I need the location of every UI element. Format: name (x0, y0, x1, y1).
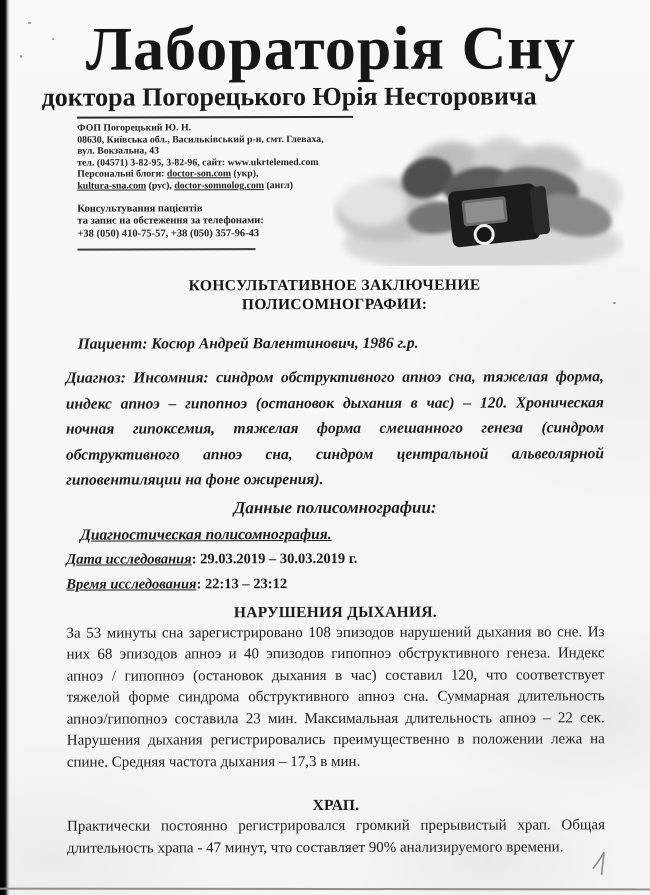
report-heading-line1: КОНСУЛЬТАТИВНОЕ ЗАКЛЮЧЕНИЕ (188, 276, 481, 295)
scan-bottom-line (0, 888, 650, 890)
study-time-label: Время исследования (66, 575, 197, 593)
study-date-value: : 29.03.2019 – 30.03.2019 г. (191, 550, 358, 568)
patient-photo-image (332, 125, 624, 266)
diagnosis-paragraph: Диагноз: Инсомния: синдром обструктивного апноэ сна, тяжелая форма, индекс апноэ – гипопноэ (остановок дыхания в час) – 120. Хроническая ночная гипоксемия, тяжелая форма смешанного генеза (синдром обструктивного апноэ сна, синдром центральной альвеолярной гиповентиляции на фоне ожирения). (65, 368, 605, 489)
study-type-line: Диагностическая полисомнография. (80, 525, 332, 544)
patient-photo (332, 125, 624, 266)
contact-phone-site: тел. (04571) 3-82-95, 3-82-96, сайт: www.ukrtelemed.com (77, 156, 319, 169)
blog-link-kultura-sna: kultura-sna.com (77, 180, 147, 192)
contact-blogs-line-1 (77, 168, 353, 180)
snoring-paragraph: Практически постоянно регистрировался громкий прерывистый храп. Общая длительность храпа - 47 минут, что составляет 90% анализируемого времени. (66, 817, 606, 857)
blog-link-doctor-somnolog: doctor-somnolog.com (174, 180, 265, 192)
contact-owner: ФОП Погорецький Ю. Н. (77, 122, 192, 134)
clinic-title: Лабораторія Сну (85, 14, 577, 84)
blog2-lang: (рус), (146, 180, 175, 192)
consult-line-2: та запис на обстеження за телефонами: (77, 215, 264, 227)
consult-line-1: Консультування пацієнтів (77, 202, 203, 215)
blog1-lang: (укр), (231, 168, 259, 180)
contact-blogs-line-2 (77, 180, 353, 192)
study-time-value: : 22:13 – 23:12 (196, 575, 288, 592)
polysomnography-data-heading: Данные полисомнографии: (233, 497, 437, 517)
blog3-lang: (англ) (264, 180, 294, 192)
letterhead-rule (77, 248, 255, 250)
handwritten-page-number-1 (591, 849, 609, 877)
breathing-paragraph: За 53 минуты сна зарегистрировано 108 эпизодов нарушений дыхания во сне. Из них 68 эпизодов апноэ и 40 эпизодов гипопноэ обструктивного генеза. Индекс апноэ / гипопноэ (остановок дыхания в час) составил 120, что соответствует тяжелой форме синдрома обструктивного апноэ сна. Суммарная длительность апноэ/гипопноэ составила 23 мин. Максимальная длительность апноэ – 22 сек. Нарушения дыхания регистрировались преимущественно в положении лежа на спине. Средняя частота дыхания – 17,3 в мин. (66, 623, 605, 771)
study-time-line (66, 575, 604, 593)
consult-phones: +38 (050) 410-75-57, +38 (050) 357-96-43 (77, 227, 260, 240)
breathing-section-heading: НАРУШЕНИЯ ДЫХАНИЯ. (233, 603, 437, 621)
contact-address-1: 08630, Київська обл., Васильківський р-н, смт. Глеваха, (77, 133, 324, 146)
study-date-line (66, 550, 604, 568)
clinic-subtitle: доктора Погорецького Юрія Несторовича (41, 81, 537, 112)
report-body (0, 276, 650, 860)
consultation-block (77, 202, 353, 240)
snoring-section-heading: ХРАП. (312, 796, 360, 815)
contact-address-2: вул. Вокзальна, 43 (77, 145, 160, 157)
cpap-device (447, 182, 550, 248)
blog-link-doctor-son: doctor-son.com (166, 168, 232, 180)
study-date-label: Дата исследования (66, 551, 192, 568)
report-heading-line2: ПОЛИСОМНОГРАФИИ: (241, 295, 428, 313)
patient-line: Пациент: Косюр Андрей Валентинович, 1986 г.р. (77, 334, 419, 353)
contact-block (77, 116, 353, 192)
blogs-prefix: Персональні блоги: (77, 168, 167, 181)
report-heading (66, 276, 604, 314)
page-number (591, 849, 609, 882)
device-knob (474, 225, 494, 245)
